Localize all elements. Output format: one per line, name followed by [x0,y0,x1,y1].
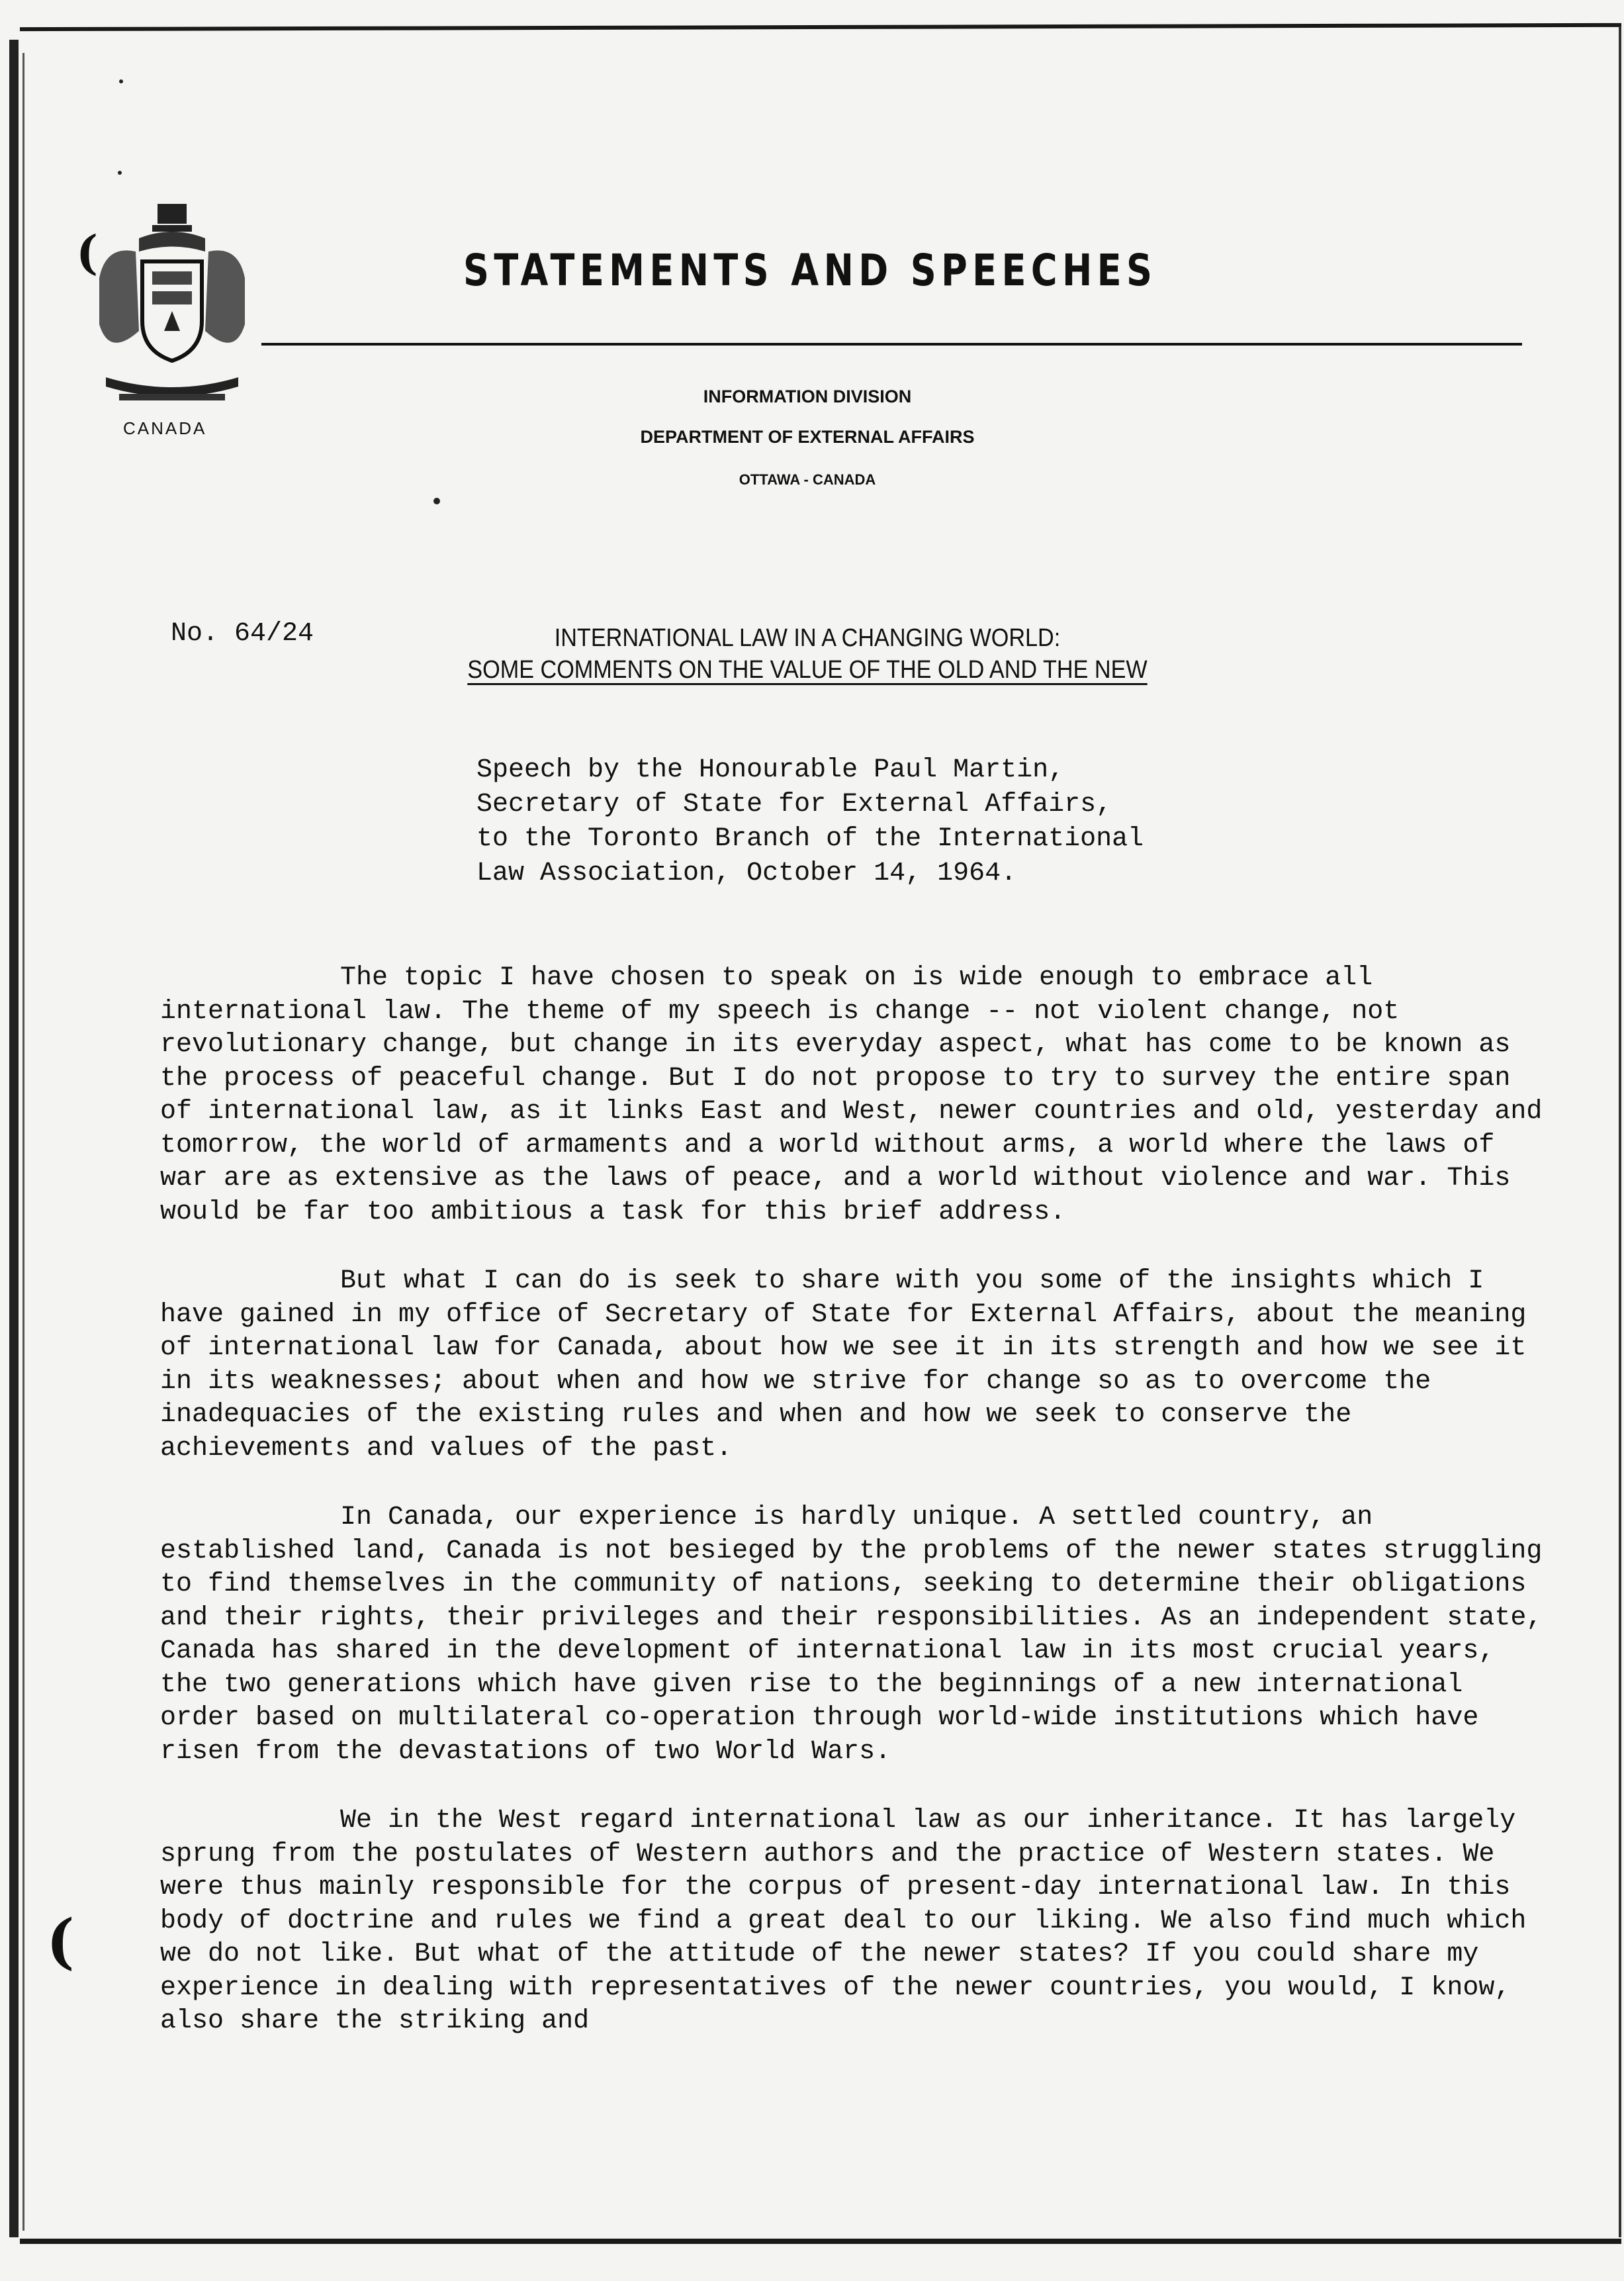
byline-line: Secretary of State for External Affairs, [476,790,1112,819]
title-line-1: INTERNATIONAL LAW IN A CHANGING WORLD: [554,624,1061,652]
scan-bottom-edge [20,2239,1621,2244]
scan-left-edge [9,40,19,2237]
scan-speck [118,171,122,175]
speech-byline [476,753,1144,891]
binding-hole-mark: ( [46,1906,75,1977]
body-paragraph: The topic I have chosen to speak on is wide enough to embrace all international law. The theme of my speech is change -- not violent change, not revolutionary change, but change in its everyday aspect, what has come to be known as the process of peaceful change. But I do not propose to try to survey the entire span of international law, as it links East and West, newer countries and old, yesterday and tomorrow, the world of armaments and a world without arms, a world where the laws of war are as extensive as the laws of peace, and a world without violence and war. This would be far too ambitious a task for this brief address. [160,963,1543,1227]
byline-line: Speech by the Honourable Paul Martin, [476,755,1065,785]
canada-coat-of-arms-icon [86,199,258,417]
binding-hole-mark: ( [76,225,99,280]
scan-left-edge-inner [23,53,24,2231]
document-number: No. 64/24 [171,619,314,649]
body-paragraph: In Canada, our experience is hardly unique. A settled country, an established land, Canada is not besieged by the problems of the newer states struggling to find themselves in the community of nations, seeking to determine their obligations and their rights, their privileges and their responsibilities. As an independent state, Canada has shared in the development of international law in its most crucial years, the two generations which have given rise to the beginnings of a new international order based on multilateral co-operation through world-wide institutions which have risen from the devastations of two World Wars. [160,1503,1543,1767]
scan-speck [119,79,123,83]
body-paragraph: But what I can do is seek to share with you some of the insights which I have gained in my office of Secretary of State for External Affairs, about the meaning of international law for Canada, about how we see it in its strength and how we see it in its weaknesses; about when and how we strive for change so as to overcome the inadequacies of the existing rules and when and how we seek to conserve the achievements and values of the past. [160,1266,1527,1464]
scan-top-edge [20,23,1621,31]
body-paragraph: We in the West regard international law as our inheritance. It has largely sprung from the postulates of Western authors and the practice of Western states. We were thus mainly responsible for the corpus of present-day international law. In this body of doctrine and rules we find a great deal to our liking. We also find much which we do not like. But what of the attitude of the newer states? If you could share my experience in dealing with representatives of the newer countries, you would, I know, also share the striking and [160,1806,1527,2036]
scan-right-edge [1619,26,1621,2237]
org-department: DEPARTMENT OF EXTERNAL AFFAIRS [640,427,975,447]
masthead-title: STATEMENTS AND SPEECHES [463,245,1157,296]
byline-line: Law Association, October 14, 1964. [476,859,1017,888]
masthead-rule [261,343,1522,346]
byline-line: to the Toronto Branch of the International [476,824,1144,854]
country-label: CANADA [123,418,207,438]
speech-body [160,962,1556,2074]
title-line-2: SOME COMMENTS ON THE VALUE OF THE OLD AND THE NEW [467,656,1148,684]
document-title [432,622,1183,686]
scan-speck [433,498,440,504]
org-division: INFORMATION DIVISION [703,387,912,406]
org-location: OTTAWA - CANADA [739,471,876,488]
